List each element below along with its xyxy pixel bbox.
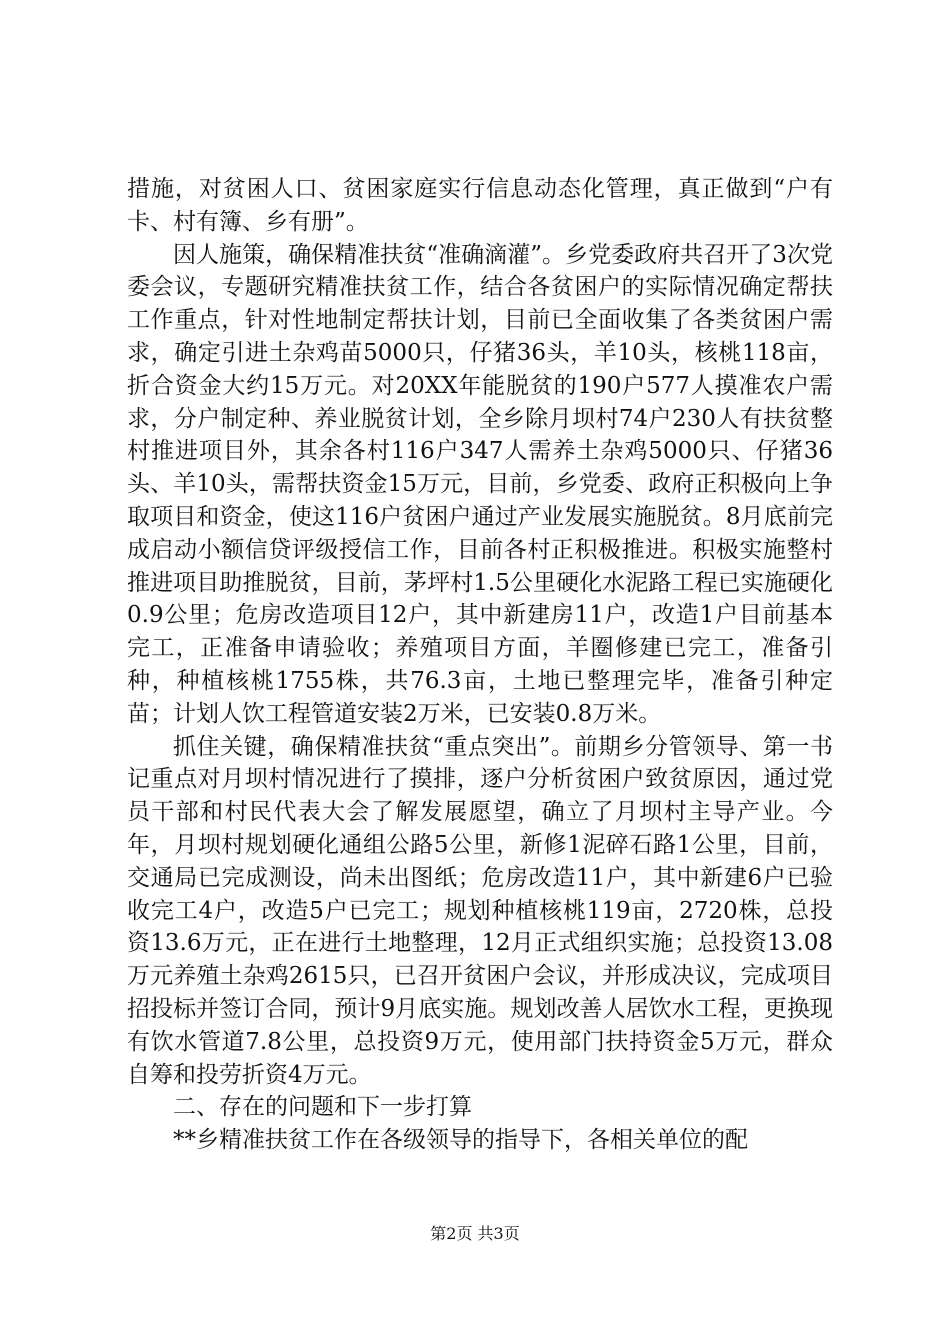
page-number-label: 第2页 共3页: [430, 1224, 520, 1243]
paragraph-1: 措施，对贫困人口、贫困家庭实行信息动态化管理，真正做到“户有卡、村有簿、乡有册”。: [127, 176, 833, 235]
paragraph-5: **乡精准扶贫工作在各级领导的指导下，各相关单位的配: [173, 1127, 748, 1154]
paragraph-2: 因人施策，确保精准扶贫“准确滴灌”。乡党委政府共召开了3次党委会议，专题研究精准扶贫工作，结合各贫困户的实际情况确定帮扶工作重点，针对性地制定帮扶计划，目前已全面收集了各类贫困户需求，确定引进土杂鸡苗5000只，仔猪36头，羊10头，核桃118亩，折合资金大约15万元。对20XX年能脱贫的190户577人摸准农户需求，分户制定种、养业脱贫计划，全乡除月坝村74户230人有扶贫整村推进项目外，其余各村116户347人需养土杂鸡5000只、仔猪36头、羊10头，需帮扶资金15万元，目前，乡党委、政府正积极向上争取项目和资金，使这116户贫困户通过产业发展实施脱贫。8月底前完成启动小额信贷评级授信工作，目前各村正积极推进。积极实施整村推进项目助推脱贫，目前，茅坪村1.5公里硬化水泥路工程已实施硬化0.9公里；危房改造项目12户，其中新建房11户，改造1户目前基本完工，正准备申请验收；养殖项目方面，羊圈修建已完工，准备引种，种植核桃1755株，共76.3亩，土地已整理完毕，准备引种定苗；计划人饮工程管道安装2万米，已安装0.8万米。: [127, 241, 833, 727]
paragraph-3: 抓住关键，确保精准扶贫“重点突出”。前期乡分管领导、第一书记重点对月坝村情况进行了摸排，逐户分析贫困户致贫原因，通过党员干部和村民代表大会了解发展愿望，确立了月坝村主导产业。今年，月坝村规划硬化通组公路5公里，新修1泥碎石路1公里，目前，交通局已完成测设，尚未出图纸；危房改造11户，其中新建6户已验收完工4户，改造5户已完工；规划种植核桃119亩，2720株，总投资13.6万元，正在进行土地整理，12月正式组织实施；总投资13.08万元养殖土杂鸡2615只，已召开贫困户会议，并形成决议，完成项目招投标并签订合同，预计9月底实施。规划改善人居饮水工程，更换现有饮水管道7.8公里，总投资9万元，使用部门扶持资金5万元，群众自筹和投劳折资4万元。: [127, 733, 833, 1088]
document-body: [127, 173, 833, 1157]
page-footer: [0, 1221, 950, 1244]
section-heading: 二、存在的问题和下一步打算: [173, 1094, 472, 1121]
